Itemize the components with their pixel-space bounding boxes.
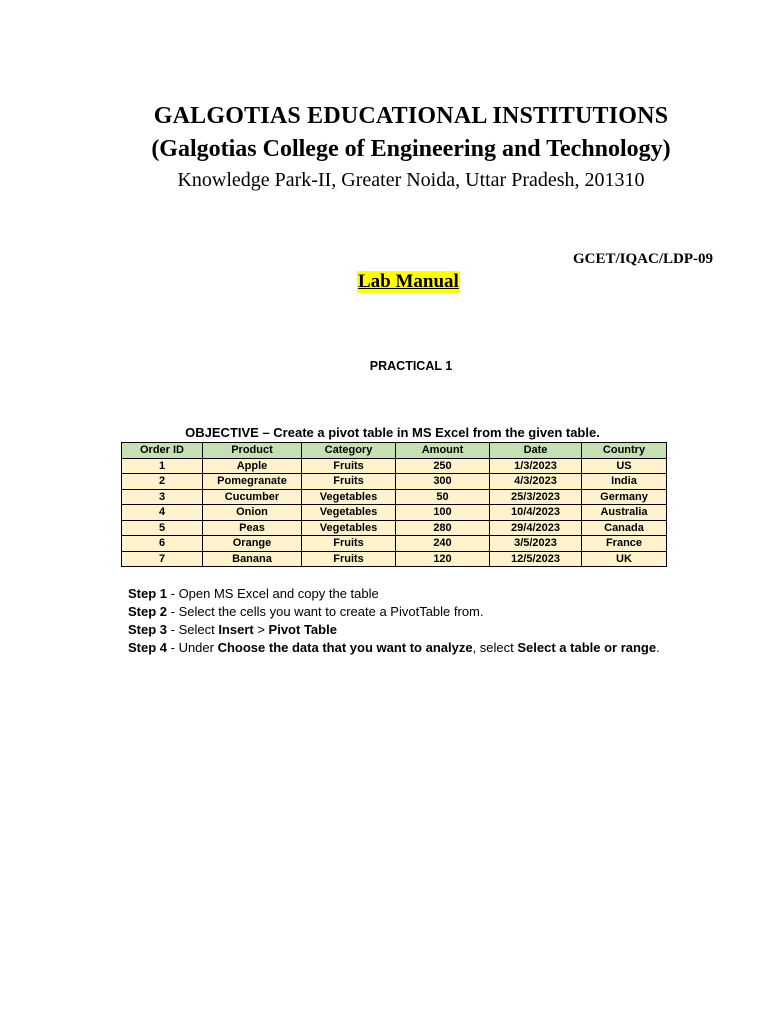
step-label: Step 1 <box>128 586 168 601</box>
step-label: Step 4 <box>128 640 168 655</box>
step-2 <box>128 603 663 621</box>
table-cell: 280 <box>396 520 490 536</box>
table-cell: 2 <box>122 474 203 490</box>
table-cell: 4/3/2023 <box>490 474 582 490</box>
step-label: Step 2 <box>128 604 168 619</box>
table-cell: Fruits <box>302 536 396 552</box>
step-text: - Open MS Excel and copy the table <box>167 586 379 601</box>
table-cell: 25/3/2023 <box>490 489 582 505</box>
practical-heading: PRACTICAL 1 <box>369 359 453 373</box>
table-cell: UK <box>582 551 667 567</box>
table-row <box>122 520 667 536</box>
table-cell: Canada <box>582 520 667 536</box>
table-cell: 250 <box>396 458 490 474</box>
table-cell: France <box>582 536 667 552</box>
table-cell: Pomegranate <box>203 474 302 490</box>
step-text: , select <box>472 640 518 655</box>
table-cell: 1 <box>122 458 203 474</box>
table-cell: Apple <box>203 458 302 474</box>
table-row <box>122 489 667 505</box>
table-cell: 12/5/2023 <box>490 551 582 567</box>
step-text: - Select <box>167 622 219 637</box>
table-cell: Vegetables <box>302 489 396 505</box>
table-cell: 1/3/2023 <box>490 458 582 474</box>
step-keyword: Select a table or range <box>517 640 657 655</box>
table-cell: Australia <box>582 505 667 521</box>
table-cell: Orange <box>203 536 302 552</box>
table-cell: 120 <box>396 551 490 567</box>
table-cell: Banana <box>203 551 302 567</box>
table-cell: 3 <box>122 489 203 505</box>
table-row <box>122 474 667 490</box>
step-3 <box>128 621 663 639</box>
table-cell: Vegetables <box>302 520 396 536</box>
institution-title: GALGOTIAS EDUCATIONAL INSTITUTIONS <box>153 103 669 129</box>
table-header-row <box>122 443 667 459</box>
table-cell: 7 <box>122 551 203 567</box>
table-cell: Vegetables <box>302 505 396 521</box>
table-cell: 4 <box>122 505 203 521</box>
table-cell: Peas <box>203 520 302 536</box>
lab-manual-heading: Lab Manual <box>358 271 459 292</box>
table-cell: Fruits <box>302 551 396 567</box>
table-row <box>122 551 667 567</box>
institution-address: Knowledge Park-II, Greater Noida, Uttar Pradesh, 201310 <box>177 169 645 191</box>
step-keyword: Insert <box>218 622 254 637</box>
table-cell: 3/5/2023 <box>490 536 582 552</box>
table-cell: 240 <box>396 536 490 552</box>
column-header-product: Product <box>203 443 302 459</box>
table-row <box>122 505 667 521</box>
college-name: (Galgotias College of Engineering and Technology) <box>151 136 671 162</box>
table-cell: 50 <box>396 489 490 505</box>
orders-table <box>121 442 667 567</box>
table-cell: Fruits <box>302 458 396 474</box>
table-cell: 6 <box>122 536 203 552</box>
step-1 <box>128 585 663 603</box>
column-header-date: Date <box>490 443 582 459</box>
column-header-amount: Amount <box>396 443 490 459</box>
step-text: - Under <box>167 640 218 655</box>
column-header-country: Country <box>582 443 667 459</box>
table-cell: 29/4/2023 <box>490 520 582 536</box>
step-label: Step 3 <box>128 622 168 637</box>
table-cell: 100 <box>396 505 490 521</box>
step-4 <box>128 639 663 657</box>
table-cell: Onion <box>203 505 302 521</box>
objective-text: OBJECTIVE – Create a pivot table in MS Excel from the given table. <box>185 425 600 440</box>
step-keyword: Pivot Table <box>268 622 337 637</box>
table-cell: 10/4/2023 <box>490 505 582 521</box>
table-cell: Cucumber <box>203 489 302 505</box>
column-header-category: Category <box>302 443 396 459</box>
document-code: GCET/IQAC/LDP-09 <box>572 251 713 267</box>
step-text: - Select the cells you want to create a PivotTable from. <box>167 604 484 619</box>
table-cell: Germany <box>582 489 667 505</box>
step-text: . <box>656 640 660 655</box>
column-header-order-id: Order ID <box>122 443 203 459</box>
table-cell: 5 <box>122 520 203 536</box>
table-row <box>122 458 667 474</box>
step-text: > <box>253 622 269 637</box>
table-row <box>122 536 667 552</box>
step-keyword: Choose the data that you want to analyze <box>217 640 473 655</box>
table-cell: India <box>582 474 667 490</box>
table-cell: US <box>582 458 667 474</box>
steps-list <box>128 585 663 657</box>
table-cell: 300 <box>396 474 490 490</box>
table-cell: Fruits <box>302 474 396 490</box>
